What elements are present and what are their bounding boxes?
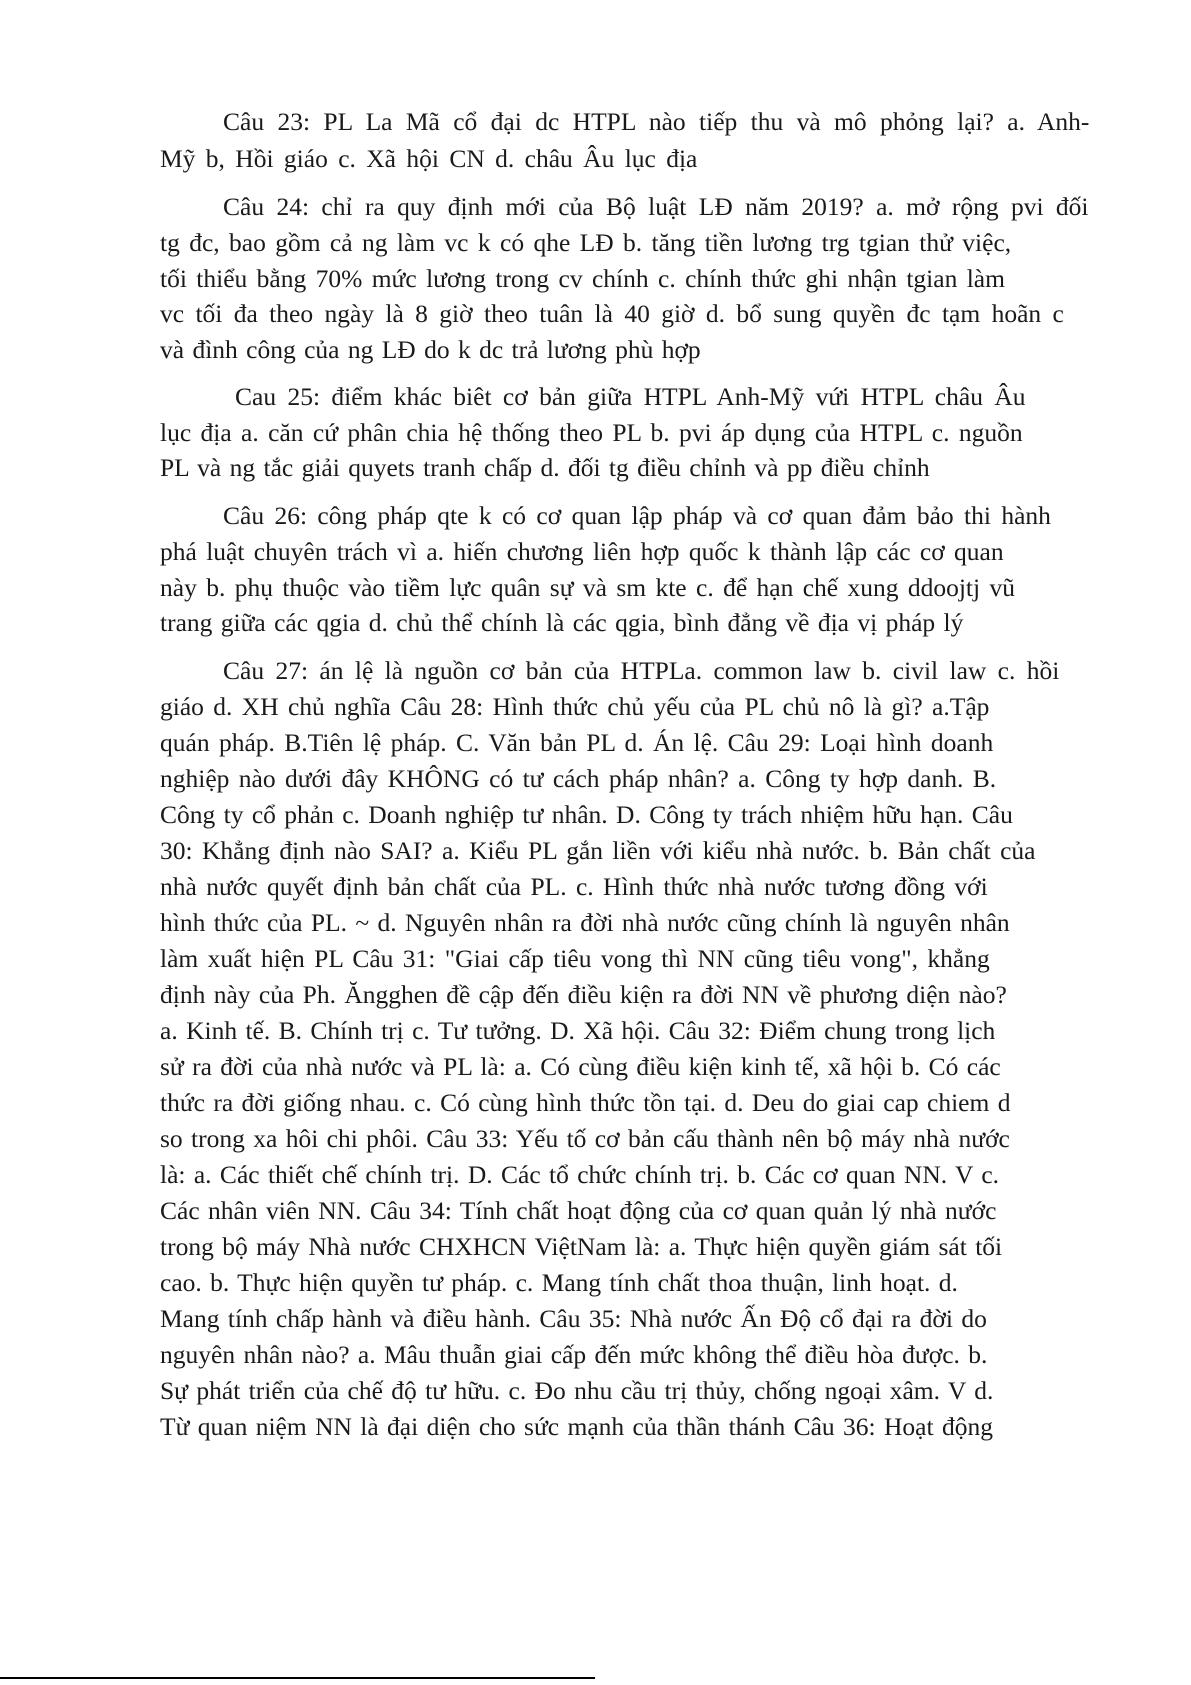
text-line: Câu 24: chỉ ra quy định mới của Bộ luật LĐ năm 2019? a. mở rộng pvi đối xyxy=(223,192,1089,221)
text-line: Từ quan niệm NN là đại diện cho sức mạnh của thần thánh Câu 36: Hoạt động xyxy=(160,1412,993,1441)
text-line: trong bộ máy Nhà nước CHXHCN ViệtNam là: a. Thực hiện quyền giám sát tối xyxy=(160,1232,1003,1261)
text-line: hình thức của PL. ~ d. Nguyên nhân ra đời nhà nước cũng chính là nguyên nhân xyxy=(160,908,1010,937)
text-line: quán pháp. B.Tiên lệ pháp. C. Văn bản PL d. Án lệ. Câu 29: Loại hình doanh xyxy=(160,728,994,757)
text-line: so trong xa hôi chi phôi. Câu 33: Yếu tố cơ bản cấu thành nên bộ máy nhà nước xyxy=(160,1124,1010,1153)
footer-divider xyxy=(0,1677,595,1679)
text-line: Mỹ b, Hồi giáo c. Xã hội CN d. châu Âu lục địa xyxy=(160,144,698,173)
text-line: vc tối đa theo ngày là 8 giờ theo tuân là 40 giờ d. bổ sung quyền đc tạm hoãn c xyxy=(160,299,1064,328)
text-line: trang giữa các qgia d. chủ thể chính là các qgia, bình đẳng về địa vị pháp lý xyxy=(160,608,964,637)
text-line: làm xuất hiện PL Câu 31: "Giai cấp tiêu vong thì NN cũng tiêu vong", khẳng xyxy=(160,944,990,973)
text-line: định này của Ph. Ăngghen đề cập đến điều kiện ra đời NN về phương diện nào? xyxy=(160,980,1007,1009)
text-line: nhà nước quyết định bản chất của PL. c. Hình thức nhà nước tương đồng với xyxy=(160,872,988,901)
text-line: này b. phụ thuộc vào tiềm lực quân sự và sm kte c. để hạn chế xung ddoojtj vũ xyxy=(160,573,1015,602)
text-line: và đình công của ng LĐ do k dc trả lương phù hợp xyxy=(160,335,701,364)
text-line: Sự phát triển của chế độ tư hữu. c. Đo nhu cầu trị thủy, chống ngoại xâm. V d. xyxy=(160,1376,994,1405)
text-line: sử ra đời của nhà nước và PL là: a. Có cùng điều kiện kinh tế, xã hội b. Có các xyxy=(160,1052,1001,1081)
text-line: phá luật chuyên trách vì a. hiến chương liên hợp quốc k thành lập các cơ quan xyxy=(160,537,1004,566)
text-line: thức ra đời giống nhau. c. Có cùng hình thức tồn tại. d. Deu do giai cap chiem d xyxy=(160,1088,1011,1117)
text-line: Công ty cổ phản c. Doanh nghiệp tư nhân. D. Công ty trách nhiệm hữu hạn. Câu xyxy=(160,800,1013,829)
text-line: Mang tính chấp hành và điều hành. Câu 35: Nhà nước Ấn Độ cổ đại ra đời do xyxy=(160,1304,987,1333)
text-line: a. Kinh tế. B. Chính trị c. Tư tưởng. D. Xã hội. Câu 32: Điểm chung trong lịch xyxy=(160,1016,996,1045)
text-line: tg đc, bao gồm cả ng làm vc k có qhe LĐ b. tăng tiền lương trg tgian thử việc, xyxy=(160,228,1012,257)
text-line: nguyên nhân nào? a. Mâu thuẫn giai cấp đến mức không thể điều hòa được. b. xyxy=(160,1340,988,1369)
text-line: 30: Khẳng định nào SAI? a. Kiểu PL gắn liền với kiểu nhà nước. b. Bản chất của xyxy=(160,836,1036,865)
text-line: nghiệp nào dưới đây KHÔNG có tư cách pháp nhân? a. Công ty hợp danh. B. xyxy=(160,764,997,793)
text-line: Câu 26: công pháp qte k có cơ quan lập pháp và cơ quan đảm bảo thi hành xyxy=(223,501,1051,530)
text-line: lục địa a. căn cứ phân chia hệ thống theo PL b. pvi áp dụng của HTPL c. nguồn xyxy=(160,418,1023,447)
text-line: Câu 23: PL La Mã cổ đại dc HTPL nào tiếp thu và mô phỏng lại? a. Anh- xyxy=(223,107,1090,136)
text-line: cao. b. Thực hiện quyền tư pháp. c. Mang tính chất thoa thuận, linh hoạt. d. xyxy=(160,1268,958,1297)
text-line: Các nhân viên NN. Câu 34: Tính chất hoạt động của cơ quan quản lý nhà nước xyxy=(160,1196,997,1225)
text-line: là: a. Các thiết chế chính trị. D. Các tổ chức chính trị. b. Các cơ quan NN. V c. xyxy=(160,1160,1000,1189)
text-line: PL và ng tắc giải quyets tranh chấp d. đối tg điều chỉnh và pp điều chỉnh xyxy=(160,453,930,482)
text-line: giáo d. XH chủ nghĩa Câu 28: Hình thức chủ yếu của PL chủ nô là gì? a.Tập xyxy=(160,692,990,721)
text-line: tối thiểu bằng 70% mức lương trong cv chính c. chính thức ghi nhận tgian làm xyxy=(160,264,1005,293)
text-line: Câu 27: án lệ là nguồn cơ bản của HTPLa. common law b. civil law c. hồi xyxy=(223,656,1060,685)
text-line: Cau 25: điểm khác biêt cơ bản giữa HTPL Anh-Mỹ vứi HTPL châu Âu xyxy=(235,382,1026,411)
